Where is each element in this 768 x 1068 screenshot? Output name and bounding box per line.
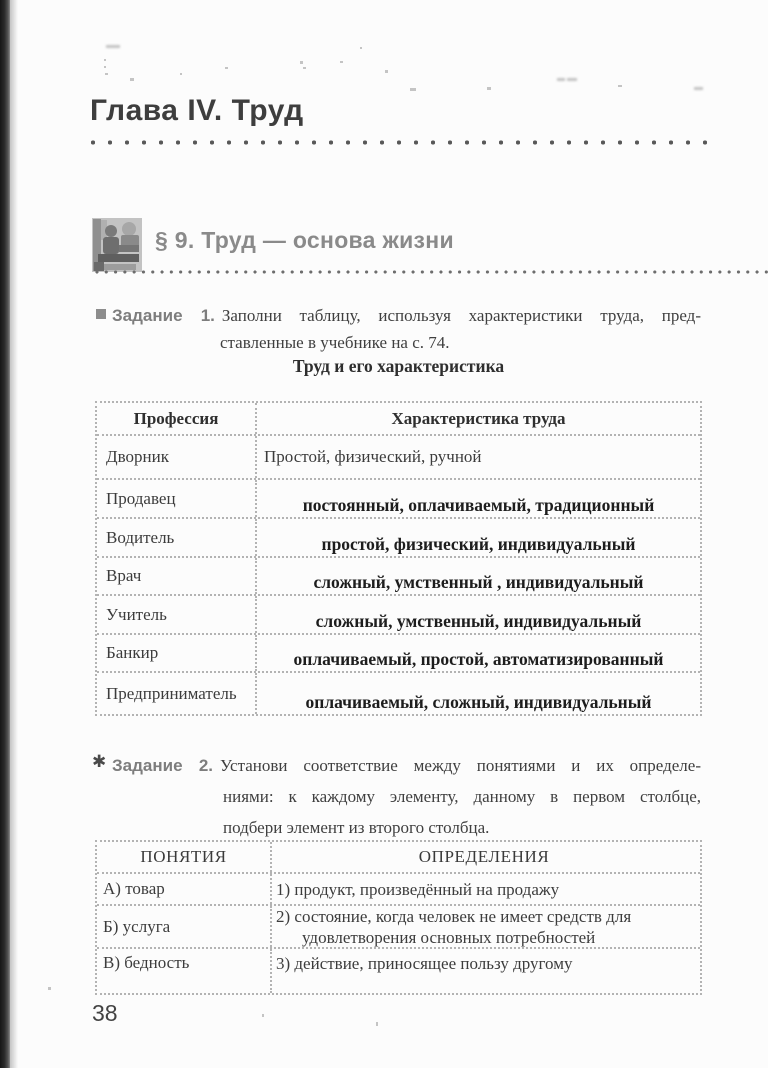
task2-star-bullet-icon: ✱ xyxy=(92,752,107,772)
task1-paragraph xyxy=(112,302,701,356)
profession-cell: Дворник xyxy=(97,436,257,478)
table1-header-row xyxy=(97,403,700,436)
task2-line3: подбери элемент из второго столбца. xyxy=(223,818,490,837)
binding-shadow xyxy=(10,0,18,1068)
table1-row xyxy=(97,673,700,714)
definition-cell xyxy=(272,949,700,993)
characteristic-cell: простой, физический, индивидуальный xyxy=(321,534,636,554)
definition-cell xyxy=(272,906,700,947)
table1-header-characteristic: Характеристика труда xyxy=(391,408,566,428)
table2-row xyxy=(97,949,700,993)
concept-cell: В) бедность xyxy=(97,949,272,993)
characteristic-cell: Простой, физический, ручной xyxy=(264,447,482,466)
profession-cell: Врач xyxy=(97,558,257,594)
definition-text: 2) состояние, когда человек не имеет средств для удовлетворения основных потребностей xyxy=(276,906,632,947)
table1-row xyxy=(97,519,700,558)
page-number: 38 xyxy=(92,1000,118,1026)
concept-cell: Б) услуга xyxy=(97,906,272,947)
characteristic-cell: оплачиваемый, простой, автоматизированный xyxy=(293,649,664,669)
characteristic-cell: сложный, умственный , индивидуальный xyxy=(313,572,644,592)
characteristic-cell: постоянный, оплачиваемый, традиционный xyxy=(302,495,655,515)
book-binding-edge xyxy=(0,0,10,1068)
task1-square-bullet-icon xyxy=(96,309,106,319)
task2-line1 xyxy=(112,750,701,781)
task2-label: Задание 2. xyxy=(112,756,214,775)
table2-row xyxy=(97,874,700,906)
definition-text: 1) продукт, произведённый на продажу xyxy=(276,879,560,899)
table1-header-profession: Профессия xyxy=(97,403,257,434)
task2-line2: ниями: к каждому элементу, данному в первом столбце, xyxy=(223,787,701,806)
profession-cell: Учитель xyxy=(97,596,257,633)
task2-paragraph xyxy=(112,750,701,843)
table2-header-row xyxy=(97,842,700,874)
definition-cell xyxy=(272,874,700,904)
characteristic-cell: сложный, умственный, индивидуальный xyxy=(315,611,642,631)
concept-cell: А) товар xyxy=(97,874,272,904)
task1-line2: ставленные в учебнике на с. 74. xyxy=(220,333,450,352)
task2-text1: Установи соответствие между понятиями и их определе- xyxy=(220,756,701,775)
profession-cell: Продавец xyxy=(97,480,257,517)
profession-cell: Банкир xyxy=(97,635,257,671)
task1-label: Задание 1. xyxy=(112,306,215,325)
chapter-dotted-rule xyxy=(90,139,708,146)
table1-row xyxy=(97,480,700,519)
definition-text: 3) действие, приносящее пользу другому xyxy=(276,954,573,973)
characteristic-cell: оплачиваемый, сложный, индивидуальный xyxy=(305,692,652,712)
table2-header-definitions: ОПРЕДЕЛЕНИЯ xyxy=(418,847,550,866)
table1-caption: Труд и его характеристика xyxy=(292,356,505,376)
work-characteristics-table xyxy=(95,401,702,716)
table1-row xyxy=(97,558,700,596)
section-title: § 9. Труд — основа жизни xyxy=(155,227,454,253)
table2-header-concepts: ПОНЯТИЯ xyxy=(97,842,272,872)
profession-cell: Водитель xyxy=(97,519,257,556)
task1-text1: Заполни таблицу, используя характеристики труда, пред- xyxy=(221,306,701,325)
table2-row xyxy=(97,906,700,949)
profession-cell: Предприниматель xyxy=(97,673,257,714)
chapter-title: Глава IV. Труд xyxy=(90,94,304,127)
table1-row xyxy=(97,436,700,480)
table1-row xyxy=(97,596,700,635)
section-icon xyxy=(92,218,142,272)
concepts-definitions-table xyxy=(95,840,702,995)
table1-row xyxy=(97,635,700,673)
task1-line1 xyxy=(112,302,701,329)
section-dotted-rule xyxy=(95,269,768,275)
